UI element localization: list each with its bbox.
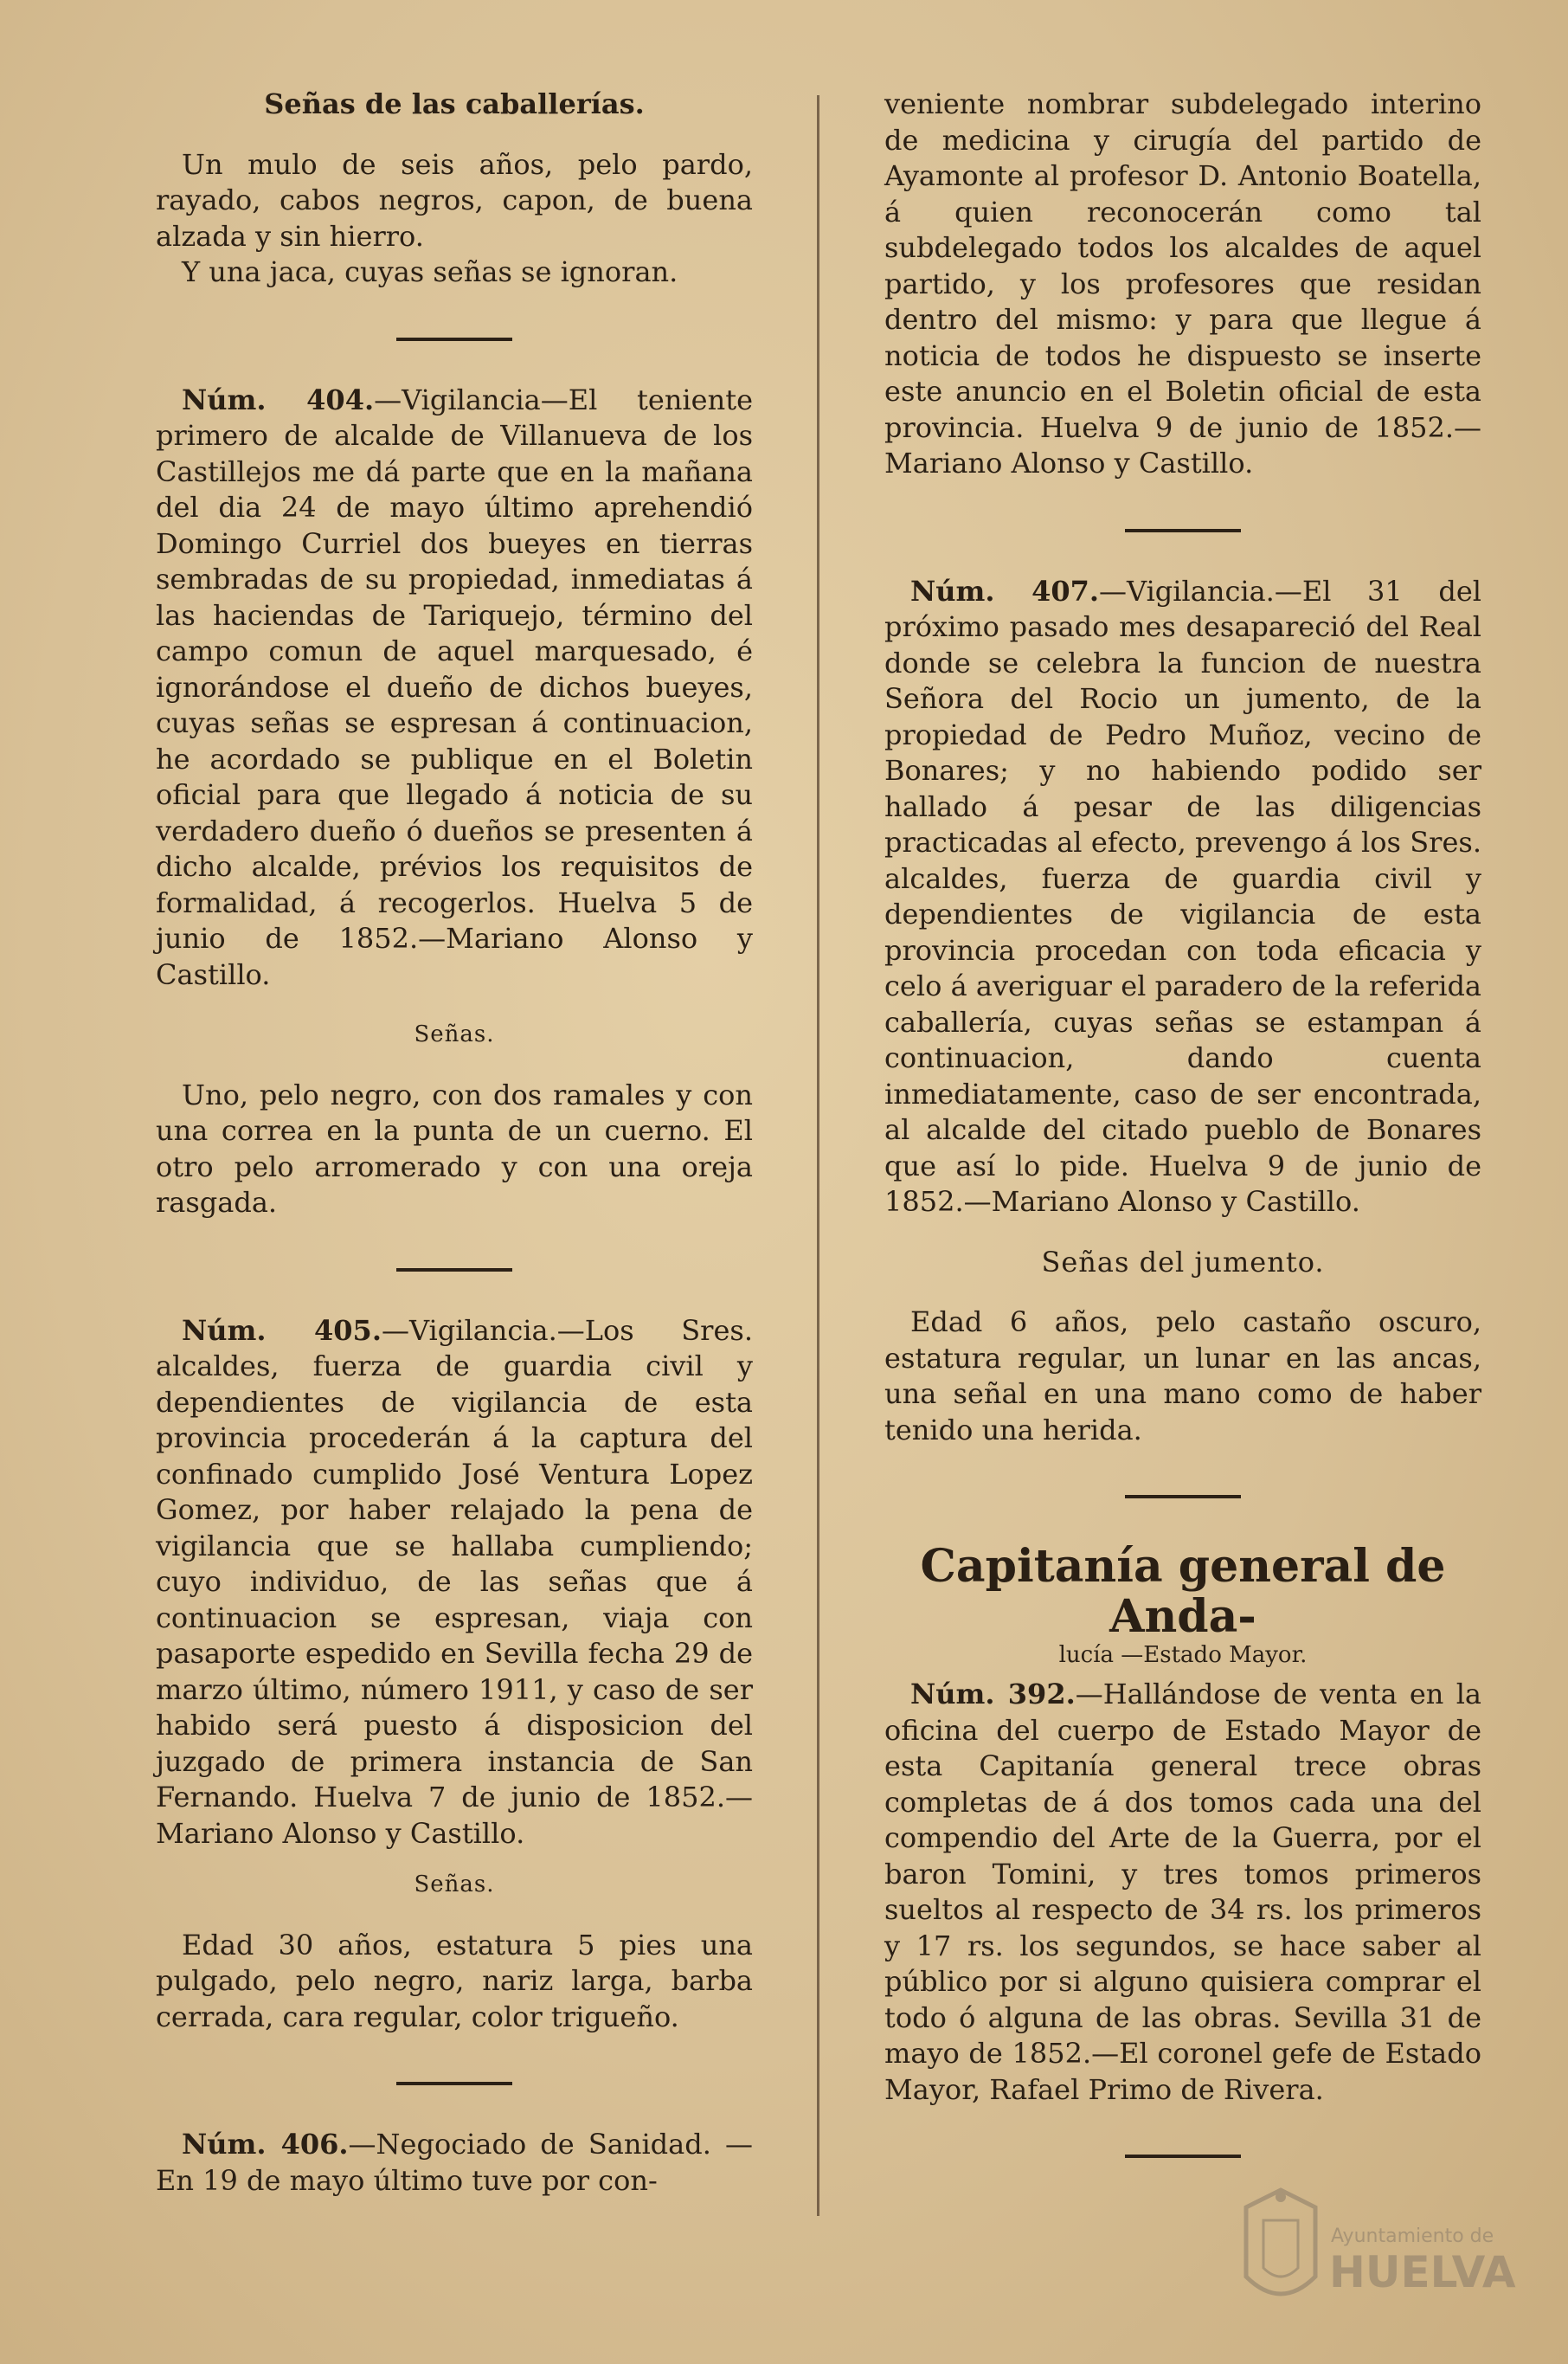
notice-406 [156, 2127, 753, 2199]
notice-405-senas-heading: Señas. [414, 1871, 495, 1897]
left-column [156, 87, 753, 2199]
capitania-title: Capitanía general de Anda- [920, 1540, 1446, 1643]
notice-405-text: —Vigilancia.—Los Sres. alcaldes, fuerza de guardia civil y dependientes de vigilancia de esta provincia procederán á la captura del confinado cumplido José Ventura Lopez Gomez, por haber relajado la pena de vigilancia que se hallaba cumpliendo; cuyo individuo, de las señas que á continuacion se espresan, viaja con pasaporte espedido en Sevilla fecha 29 de marzo último, número 1911, y caso de ser habido será puesto á disposicion del juzgado de primera instancia de San Fernando. Huelva 7 de junio de 1852.—Mariano Alonso y Castillo. [156, 1313, 753, 1850]
column-divider [817, 95, 819, 2216]
notice-407-senas-heading: Señas del jumento. [1041, 1245, 1325, 1279]
notice-404 [156, 383, 753, 994]
section-separator [1125, 2155, 1241, 2158]
mulo-description: Un mulo de seis años, pelo pardo, rayado, cabos negros, capon, de buena alzada y sin hierro. [156, 147, 753, 253]
city-seal-icon [1229, 2181, 1523, 2329]
section-separator [396, 2082, 512, 2085]
right-column [884, 87, 1481, 2200]
notice-406-text: —Negociado de Sanidad. —En 19 de mayo último tuve por con- [156, 2128, 754, 2197]
notice-405 [156, 1313, 753, 1852]
notice-404-senas-heading: Señas. [414, 1021, 495, 1047]
notice-404-senas-text: Uno, pelo negro, con dos ramales y con una correa en la punta de un cuerno. El otro pelo arromerado y con una oreja rasgada. [156, 1078, 753, 1219]
watermark-line1: Ayuntamiento de [1331, 2226, 1494, 2247]
section-separator [396, 338, 512, 341]
notice-392 [884, 1677, 1481, 2108]
notice-407-number: Núm. 407. [910, 574, 1100, 608]
watermark-line2: HUELVA [1329, 2247, 1516, 2297]
watermark [1229, 2181, 1523, 2329]
notice-406-continuation: veniente nombrar subdelegado interino de medicina y cirugía del partido de Ayamonte al profesor D. Antonio Boatella, á quien reconocerán como tal subdelegado todos los alcaldes de aquel partido, y los profesores que residan dentro del mismo: y para que llegue á noticia de todos he dispuesto se inserte este anuncio en el Boletin oficial de esta provincia. Huelva 9 de junio de 1852.—Mariano Alonso y Castillo. [884, 87, 1481, 480]
notice-405-senas-text: Edad 30 años, estatura 5 pies una pulgado, pelo negro, nariz larga, barba cerrada, cara regular, color trigueño. [156, 1928, 753, 2033]
notice-392-number: Núm. 392. [910, 1678, 1076, 1710]
notice-407-text: —Vigilancia.—El 31 del próximo pasado mes desapareció del Real donde se celebra la funcion de nuestra Señora del Rocio un jumento, de la propiedad de Pedro Muñoz, vecino de Bonares; y no habiendo podido ser hallado á pesar de las diligencias practicadas al efecto, prevengo á los Sres. alcaldes, fuerza de guardia civil y dependientes de vigilancia de esta provincia procedan con toda eficacia y celo á averiguar el paradero de la referida caballería, cuyas señas se estampan á continuacion, dando cuenta inmediatamente, caso de ser encontrada, al alcalde del citado pueblo de Bonares que así lo pide. Huelva 9 de junio de 1852.—Mariano Alonso y Castillo. [884, 574, 1481, 1218]
notice-404-number: Núm. 404. [182, 383, 375, 416]
notice-406-number: Núm. 406. [182, 2128, 349, 2161]
notice-407-senas-text: Edad 6 años, pelo castaño oscuro, estatura regular, un lunar en las ancas, una señal en una mano como de haber tenido una herida. [884, 1305, 1481, 1446]
section-separator [1125, 529, 1241, 532]
notice-407 [884, 574, 1481, 1221]
notice-404-text: —Vigilancia—El teniente primero de alcalde de Villanueva de los Castillejos me dá parte que en la mañana del dia 24 de mayo último aprehendió Domingo Curriel dos bueyes en tierras sembradas de su propiedad, inmediatas á las haciendas de Tariquejo, término del campo comun de aquel marquesado, é ignorándose el dueño de dichos bueyes, cuyas señas se espresan á continuacion, he acordado se publique en el Boletin oficial para que llegado á noticia de su verdadero dueño ó dueños se presenten á dicho alcalde, prévios los requisitos de formalidad, á recogerlos. Huelva 5 de junio de 1852.—Mariano Alonso y Castillo. [156, 383, 753, 991]
section-separator [1125, 1495, 1241, 1498]
section-separator [396, 1268, 512, 1272]
notice-405-number: Núm. 405. [182, 1313, 382, 1347]
jaca-description: Y una jaca, cuyas señas se ignoran. [182, 255, 678, 288]
notice-392-text: —Hallándose de venta en la oficina del cuerpo de Estado Mayor de esta Capitanía general trece obras completas de á dos tomos cada una del compendio del Arte de la Guerra, por el baron Tomini, y tres tomos primeros sueltos al respecto de 34 rs. los primeros y 17 rs. los segundos, se hace saber al público por si alguno quisiera comprar el todo ó alguna de las obras. Sevilla 31 de mayo de 1852.—El coronel gefe de Estado Mayor, Rafael Primo de Rivera. [884, 1678, 1481, 2106]
capitania-subtitle: lucía —Estado Mayor. [1058, 1642, 1308, 1668]
senas-caballerias-title: Señas de las caballerías. [264, 87, 645, 120]
